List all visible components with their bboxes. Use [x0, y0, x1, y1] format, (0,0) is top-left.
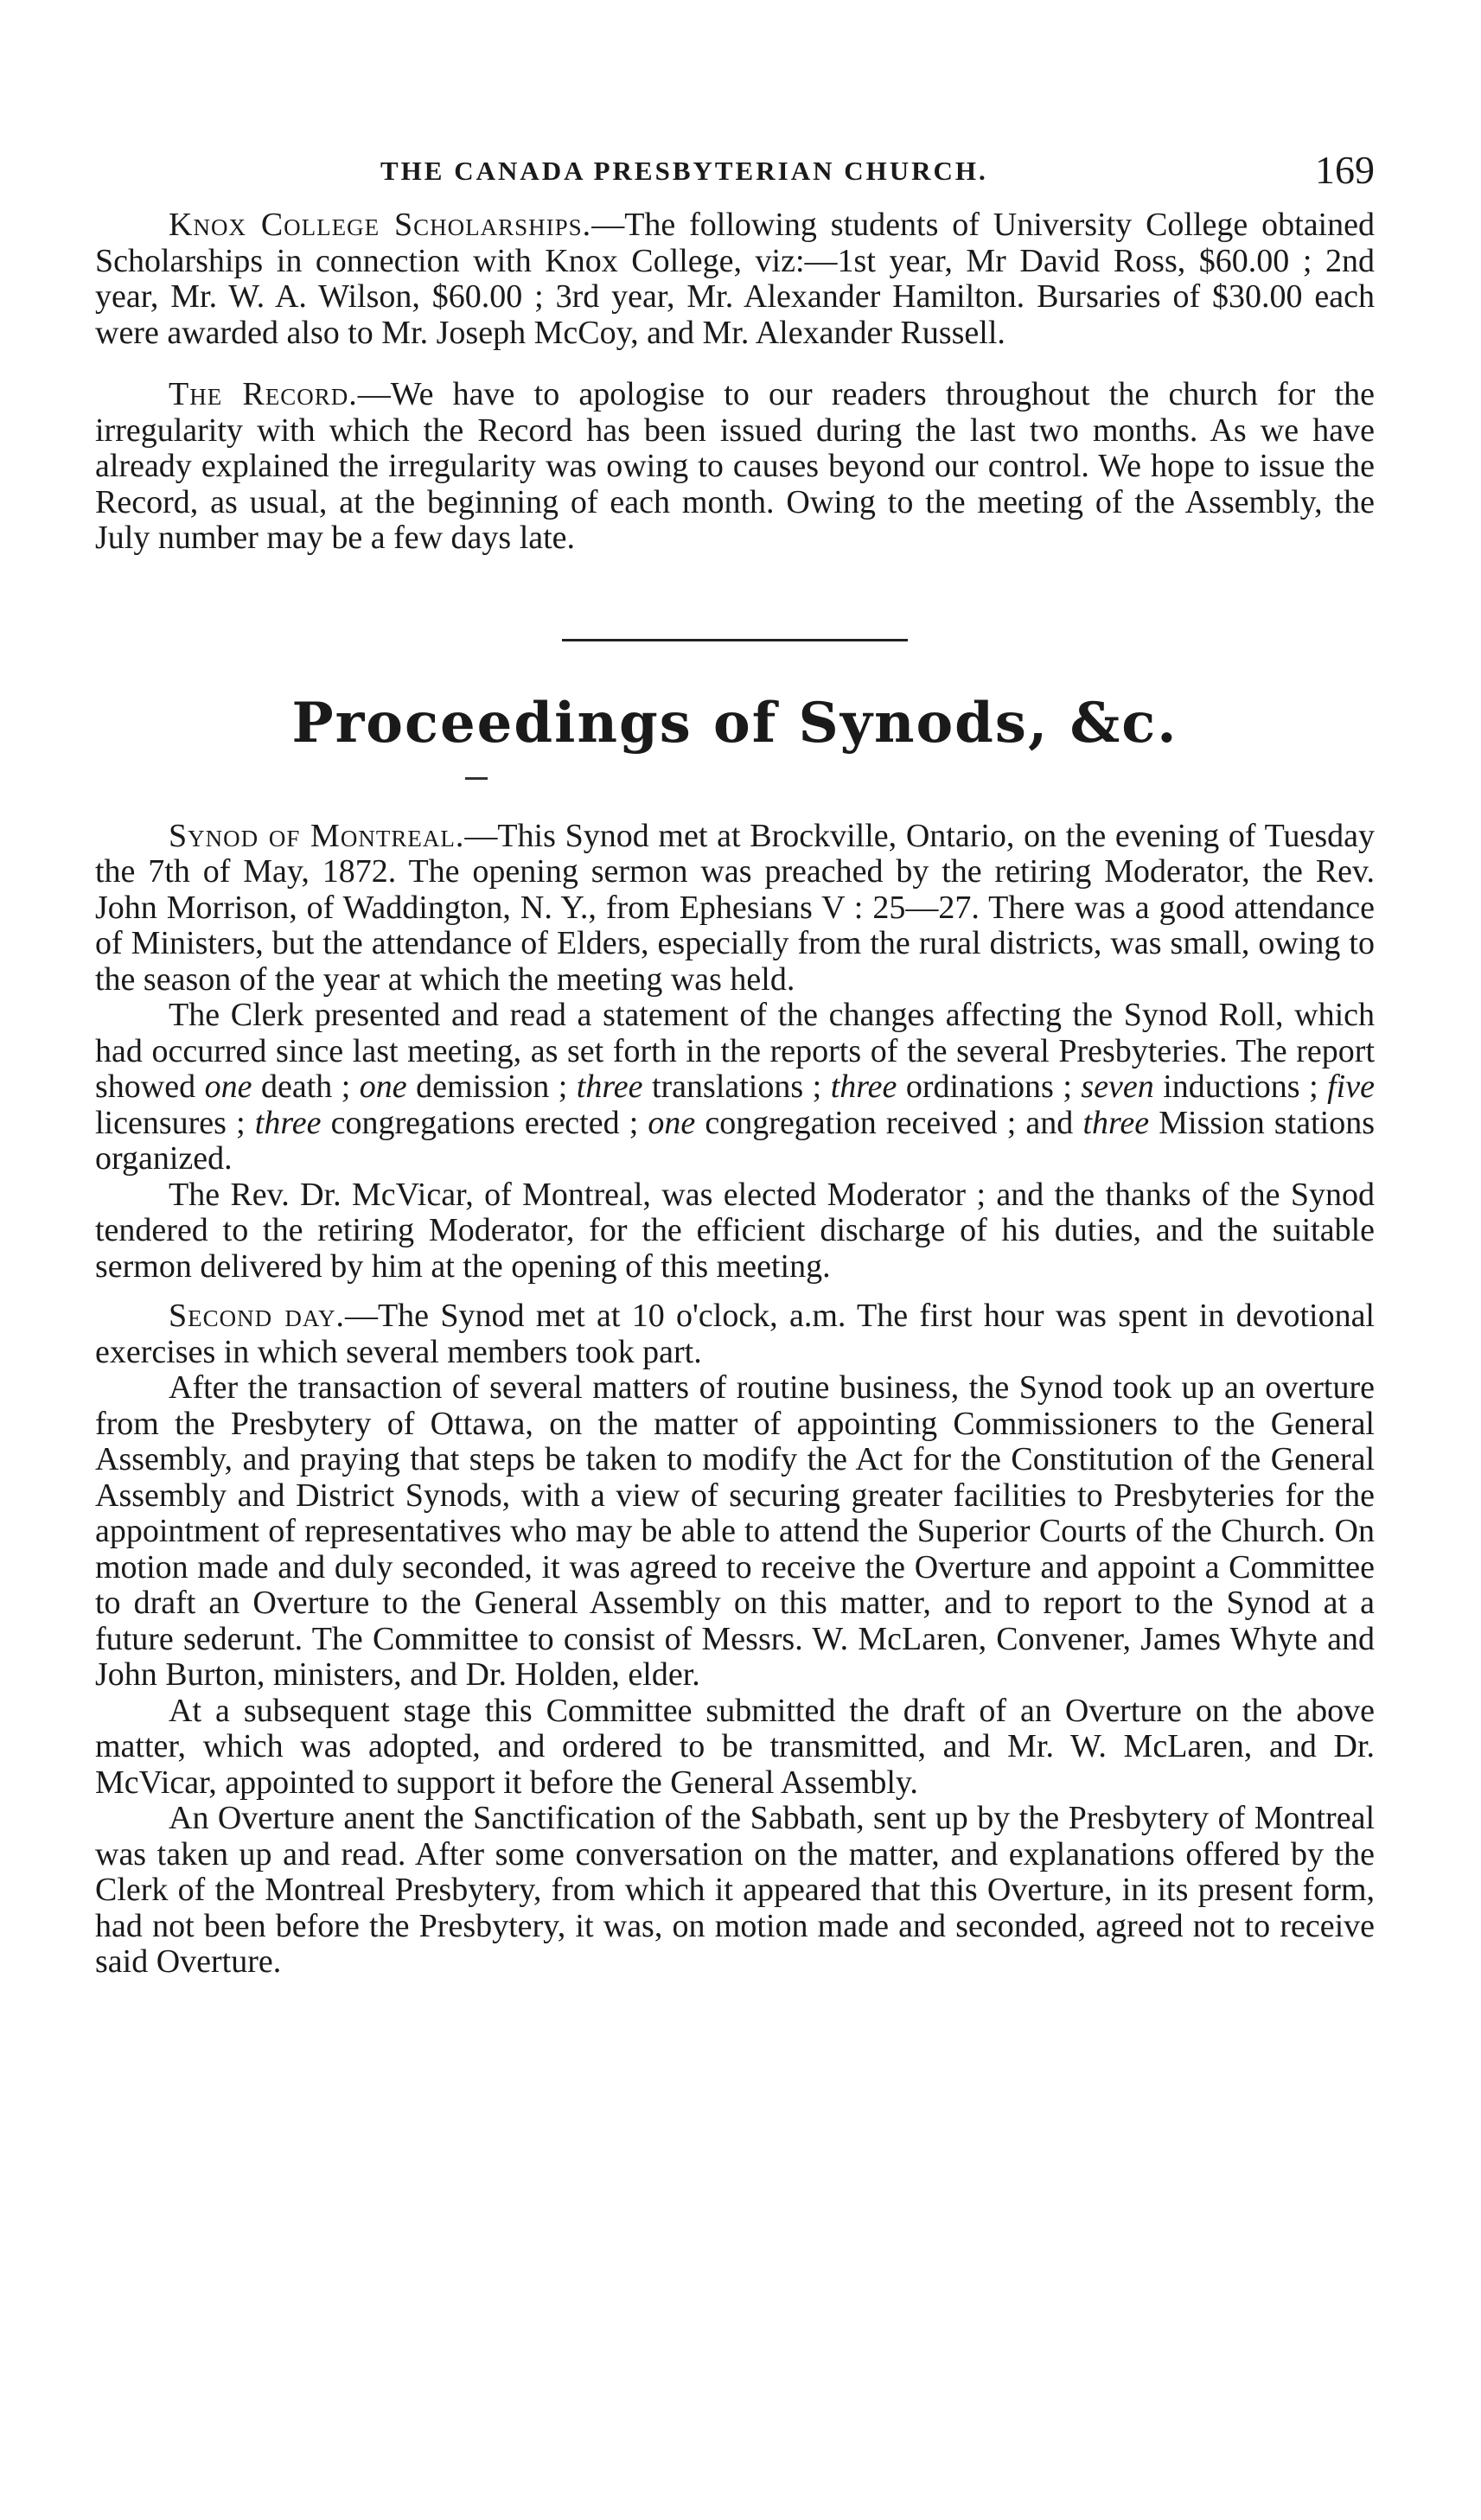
paragraph-ottawa-overture: After the transaction of several matters of routine business, the Synod took up an overture from the Presbytery of Ottawa, on the matter of appointing Commissioners to the General Assembly, and praying that steps be taken to modify the Act for the Constitution of the General Assembly and District Synods, with a view of securing greater facilities to Presbyteries for the appointment of representatives who may be able to attend the Superior Courts of the Church. On motion made and duly seconded, it was agreed to receive the Overture and appoint a Committee to draft an Overture to the General Assembly on this matter, and to report to the Synod at a future sederunt. The Committee to consist of Messrs. W. McLaren, Convener, James Whyte and John Burton, ministers, and Dr. Holden, elder. — [95, 1369, 1375, 1693]
text-run: licensures ; — [95, 1104, 255, 1141]
paragraph-heading: Synod of Montreal. — [169, 817, 465, 854]
emphasis: one — [204, 1069, 252, 1105]
notice-body: —We have to apologise to our readers throughout the church for the irregularity with which the Record has been issued during the last two months. As we have already explained the irregularity was owing to causes beyond our control. We hope to issue the Record, as usual, at the beginning of each month. Owing to the meeting of the Assembly, the July number may be a few days late. — [95, 376, 1375, 556]
text-run: congregation received ; and — [695, 1104, 1083, 1141]
paragraph-committee-draft: At a subsequent stage this Committee submitted the draft of an Overture on the above matter, which was adopted, and ordered to be transmitted, and Mr. W. McLaren, and Dr. McVicar, appointed to support it before the General Assembly. — [95, 1692, 1375, 1801]
text-run: translations ; — [642, 1069, 831, 1105]
running-head — [95, 147, 1375, 207]
paragraph-synod-of-montreal — [95, 819, 1375, 998]
emphasis: one — [648, 1104, 696, 1141]
notice-body: —The following students of University College obtained Scholarships in connection with Knox College, viz:—1st year, Mr David Ross, $60.00 ; 2nd year, Mr. W. A. Wilson, $60.00 ; 3rd year, Mr. Alexander Hamilton. Bursaries of $30.00 each were awarded also to Mr. Joseph McCoy, and Mr. Alexander Russell. — [95, 207, 1375, 351]
paragraph-second-day — [95, 1298, 1375, 1370]
notice-knox-college-scholarships — [95, 207, 1375, 351]
page-number: 169 — [1315, 148, 1375, 192]
emphasis: seven — [1081, 1069, 1154, 1105]
notice-heading: The Record. — [169, 376, 358, 412]
paragraph-sabbath-overture: An Overture anent the Sanctification of the Sabbath, sent up by the Presbytery of Montreal was taken up and read. After some conversation on the matter, and explanations offered by the Clerk of the Montreal Presbytery, from which it appeared that this Overture, in its present form, had not been before the Presbytery, it was, on motion made and seconded, agreed not to receive said Overture. — [95, 1800, 1375, 1980]
text-run: congregations erected ; — [321, 1104, 648, 1141]
title-underline-mark — [465, 777, 488, 780]
text-run: Mission stations organized. — [95, 1104, 1375, 1177]
proceedings-body — [95, 819, 1375, 1981]
paragraph-heading: Second day. — [169, 1298, 345, 1334]
paragraph-moderator-elected: The Rev. Dr. McVicar, of Montreal, was elected Moderator ; and the thanks of the Synod tendered to the retiring Moderator, for the efficient discharge of his duties, and the suitable sermon delivered by him at the opening of this meeting. — [95, 1176, 1375, 1285]
paragraph-synod-roll — [95, 998, 1375, 1177]
emphasis: three — [830, 1069, 897, 1105]
text-run: ordinations ; — [897, 1069, 1082, 1105]
paragraph-text: —The Synod met at 10 o'clock, a.m. The first hour was spent in devotional exercises in which several members took part. — [95, 1298, 1375, 1370]
notice-the-record — [95, 377, 1375, 557]
running-head-title: THE CANADA PRESBYTERIAN CHURCH. — [380, 156, 988, 186]
text-run: The Clerk presented and read a statement of the changes affecting the Synod Roll, which had occurred since last meeting, as set forth in the reports of the several Presbyteries. The report showed — [95, 997, 1375, 1105]
emphasis: five — [1327, 1069, 1375, 1105]
emphasis: three — [254, 1104, 322, 1141]
emphasis: one — [359, 1069, 407, 1105]
text-run: inductions ; — [1153, 1069, 1328, 1105]
emphasis: three — [1082, 1104, 1150, 1141]
notice-heading: Knox College Scholarships. — [169, 207, 592, 243]
section-divider — [562, 639, 908, 641]
text-run: demission ; — [406, 1069, 577, 1105]
paragraph-text: —This Synod met at Brockville, Ontario, on the evening of Tuesday the 7th of May, 1872. The opening sermon was preached by the retiring Moderator, the Rev. John Morrison, of Waddington, N. Y., from Ephesians V : 25—27. There was a good attendance of Ministers, but the attendance of Elders, especially from the rural districts, was small, owing to the season of the year at which the meeting was held. — [95, 817, 1375, 998]
page-content — [95, 147, 1375, 1981]
emphasis: three — [576, 1069, 643, 1105]
text-run: death ; — [252, 1069, 360, 1105]
section-title: Proceedings of Synods, &c. — [291, 690, 1178, 756]
